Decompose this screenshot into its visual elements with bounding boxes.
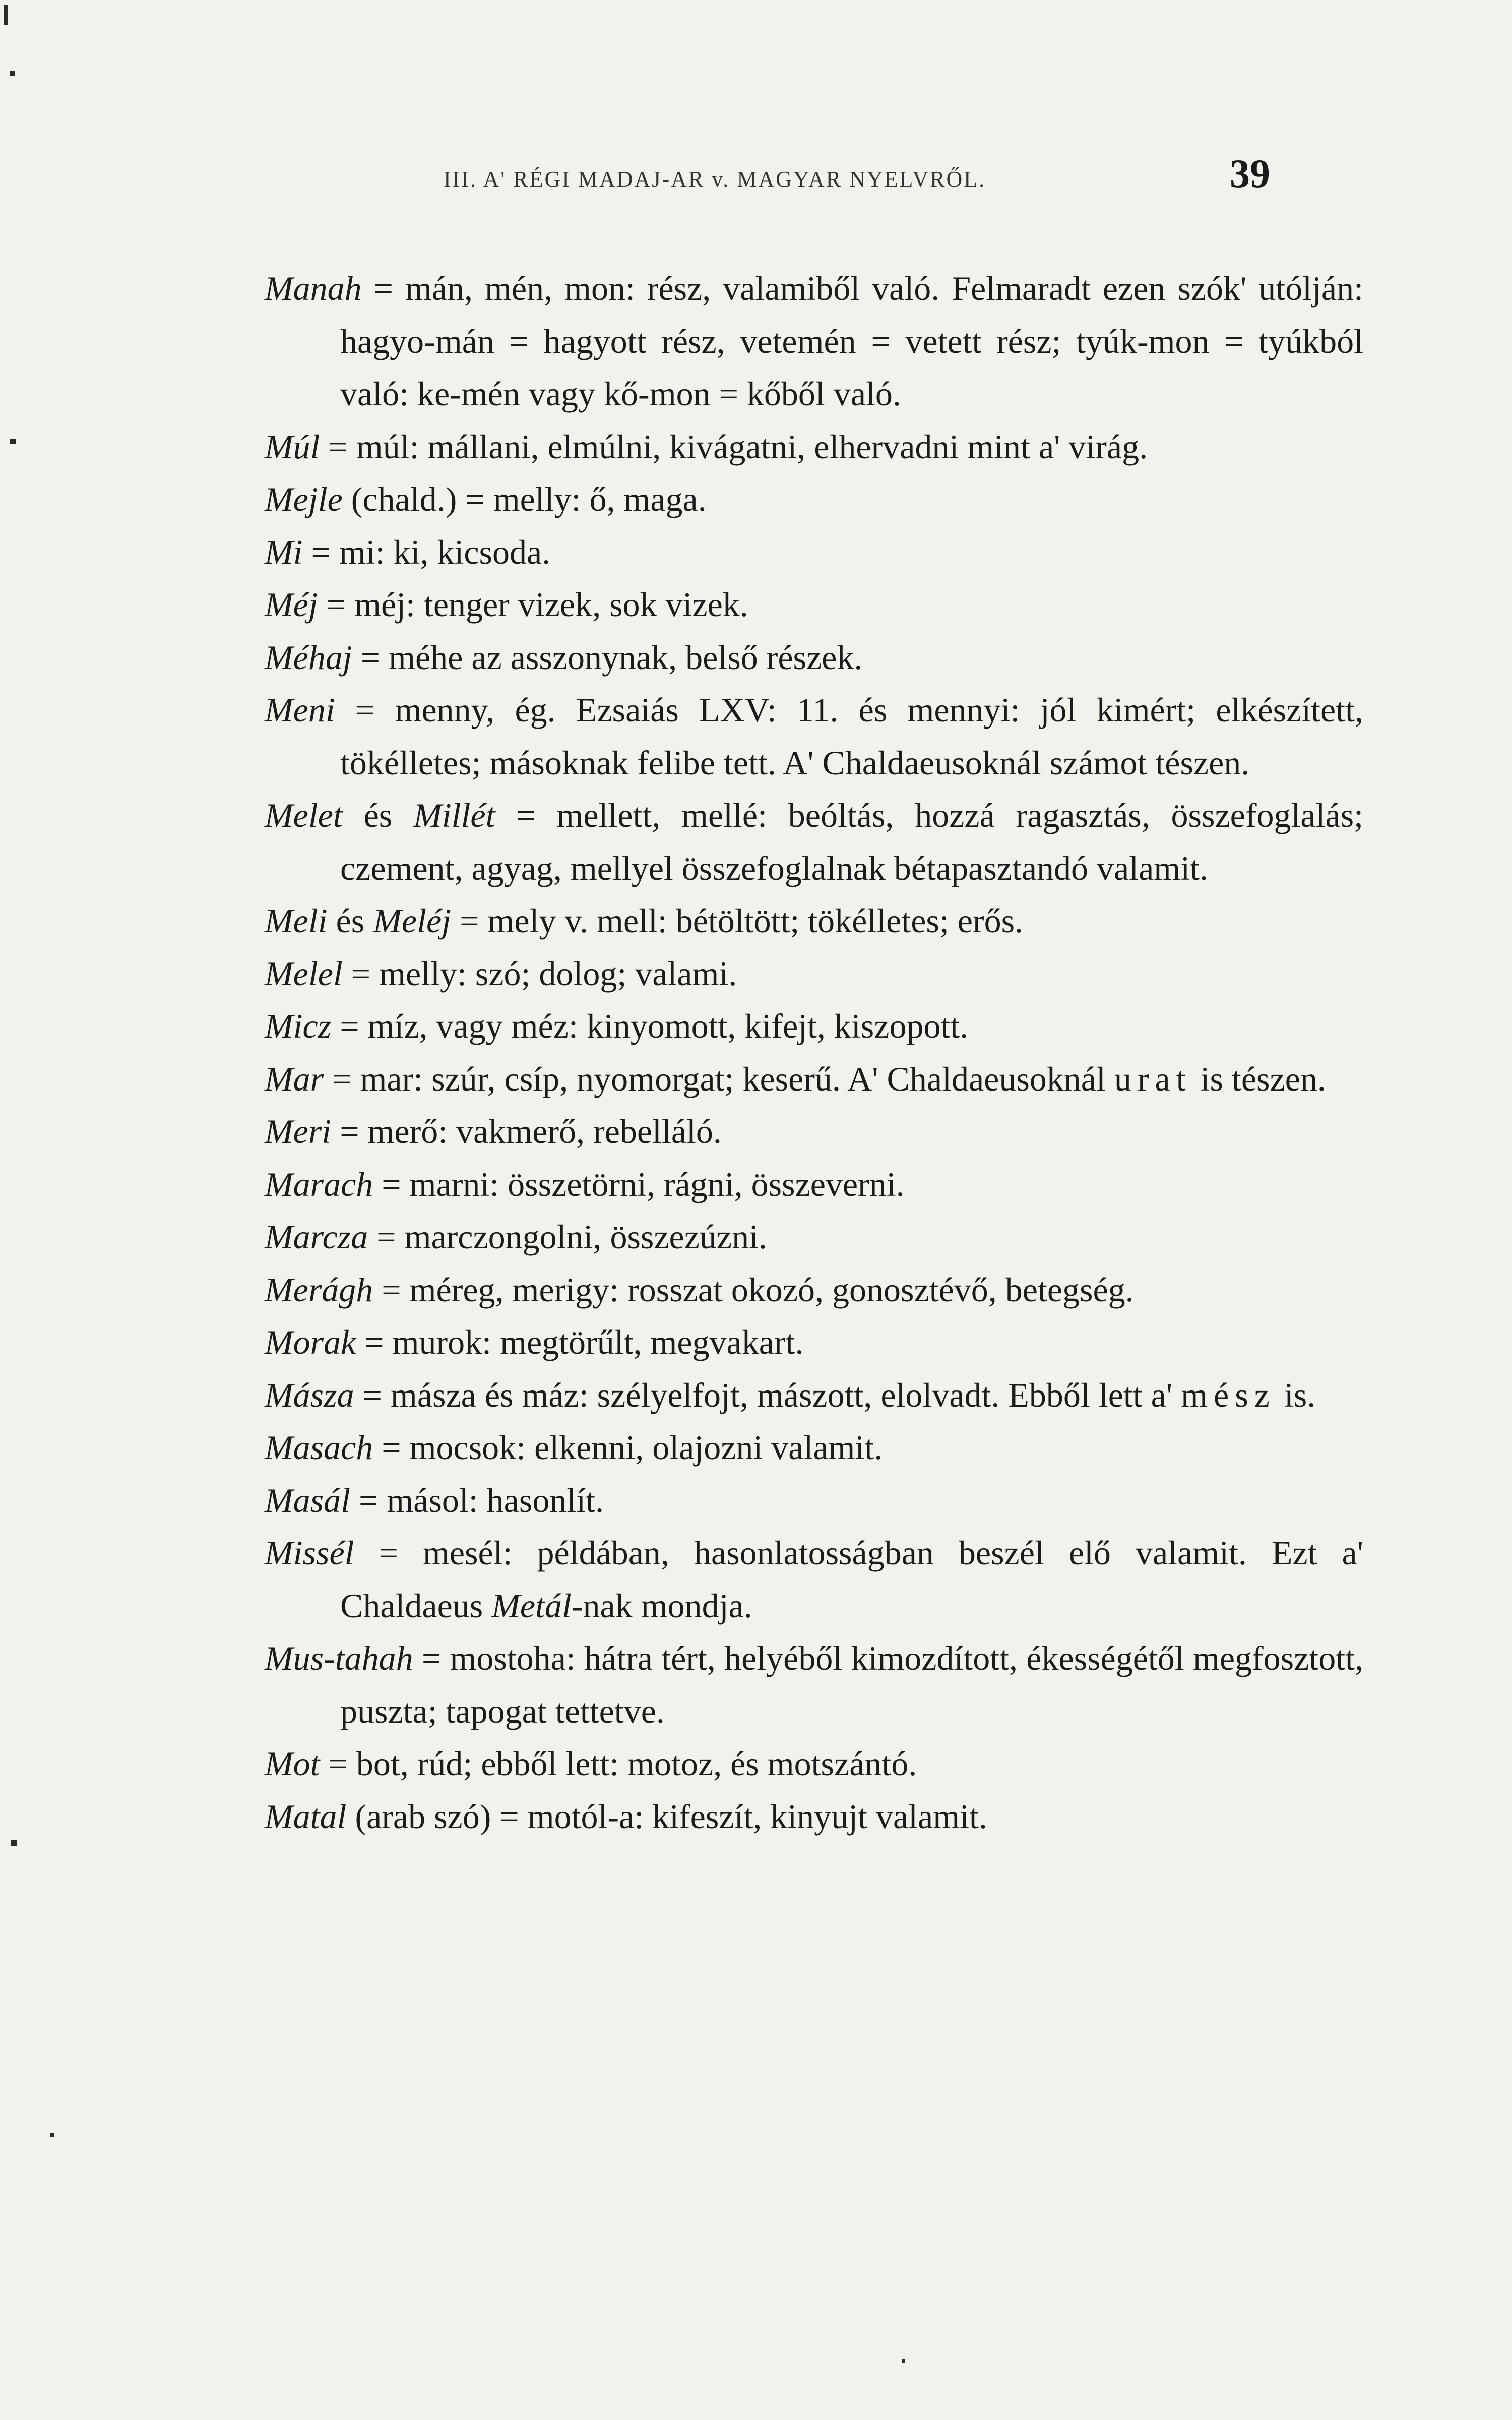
entry <box>265 420 1363 473</box>
margin-speck <box>902 2360 905 2363</box>
definition: = menny, ég. Ezsaiás LXV: 11. és mennyi: jól kimért; elkészített, tökélletes; másoknak felibe tett. A' Chaldaeusoknál számot tészen. <box>335 691 1363 782</box>
definition-end: is. <box>1275 1375 1316 1414</box>
entry <box>265 1053 1363 1106</box>
definition: = méj: tenger vizek, sok vizek. <box>318 585 748 624</box>
headword: Missél <box>265 1534 354 1572</box>
definition: = míz, vagy méz: kinyomott, kifejt, kiszopott. <box>331 1007 969 1045</box>
margin-speck <box>11 1840 17 1846</box>
headword-variant: Millét <box>413 796 495 834</box>
definition-end: -nak mondja. <box>571 1586 752 1625</box>
definition: = másza és máz: szélyelfojt, mászott, elolvadt. Ebből lett a' <box>354 1375 1181 1414</box>
definition: = merő: vakmerő, rebelláló. <box>331 1112 722 1151</box>
entry <box>265 1105 1363 1158</box>
entry <box>265 1158 1363 1211</box>
headword: Mejle <box>265 480 343 518</box>
entry <box>265 473 1363 526</box>
headword: Merágh <box>265 1270 373 1309</box>
definition: = mellett, mellé: beóltás, hozzá ragasztás, összefoglalás; czement, agyag, mellyel összefoglalnak bétapasztandó valamit. <box>340 796 1363 887</box>
entry <box>265 1000 1363 1053</box>
definition: = melly: szó; dolog; valami. <box>342 954 737 993</box>
definition: = méhe az asszonynak, belső részek. <box>352 638 863 677</box>
definition: (arab szó) = motól-a: kifeszít, kinyujt valamit. <box>346 1797 987 1836</box>
definition: = mostoha: hátra tért, helyéből kimozdított, ékességétől megfosztott, puszta; tapogat tettetve. <box>340 1639 1363 1730</box>
definition: = mocsok: elkenni, olajozni valamit. <box>373 1428 883 1467</box>
headword: Matal <box>265 1797 347 1836</box>
headword: Melet <box>265 796 343 834</box>
definition: = mán, mén, mon: rész, valamiből való. Felmaradt ezen szók' utólján: hagyo-mán = hagyott rész, vetemén = vetett rész; tyúk-mon = tyúkból való: ke-mén vagy kő-mon = kőből való. <box>340 269 1363 413</box>
headword: Meri <box>265 1112 332 1151</box>
entry <box>265 1790 1363 1843</box>
definition: = múl: mállani, elmúlni, kivágatni, elhervadni mint a' virág. <box>320 427 1148 466</box>
headword: Mot <box>265 1744 320 1783</box>
headword: Marach <box>265 1165 373 1203</box>
entry <box>265 1421 1363 1474</box>
headword: Másza <box>265 1375 354 1414</box>
definition: = marni: összetörni, rágni, összeverni. <box>373 1165 905 1203</box>
entry <box>265 526 1363 579</box>
entry <box>265 1263 1363 1316</box>
definition: = másol: hasonlít. <box>350 1481 604 1520</box>
headword: Méj <box>265 585 318 624</box>
headword: Meni <box>265 691 335 729</box>
entry <box>265 631 1363 684</box>
headword: Melel <box>265 954 343 993</box>
entry <box>265 1527 1363 1632</box>
entry <box>265 1211 1363 1263</box>
headword: Mus-tahah <box>265 1639 413 1677</box>
entry <box>265 894 1363 947</box>
headword: Meli <box>265 901 328 940</box>
entry <box>265 1316 1363 1369</box>
definition: = mely v. mell: bétöltött; tökélletes; erős. <box>451 901 1024 940</box>
headword: Masál <box>265 1481 350 1520</box>
definition: (chald.) = melly: ő, maga. <box>342 480 707 518</box>
spaced-word: mész <box>1181 1375 1276 1414</box>
headword: Méhaj <box>265 638 352 677</box>
running-header: III. A' RÉGI MADAJ-AR v. MAGYAR NYELVRŐL. <box>444 167 986 192</box>
definition: = mar: szúr, csíp, nyomorgat; keserű. A' Chaldaeusoknál <box>324 1059 1114 1098</box>
margin-speck <box>10 71 15 76</box>
definition: = bot, rúd; ebből lett: motoz, és motszántó. <box>320 1744 917 1783</box>
definition: = mesél: példában, hasonlatosságban beszél elő valamit. Ezt a' Chaldaeus <box>340 1534 1363 1625</box>
entry <box>265 1737 1363 1790</box>
cited-term: Metál <box>491 1586 572 1625</box>
definition: = marczongolni, összezúzni. <box>368 1218 767 1256</box>
headword: Manah <box>265 269 362 308</box>
headword-variant: Meléj <box>373 901 452 940</box>
entry <box>265 789 1363 894</box>
entry <box>265 1369 1363 1422</box>
entry <box>265 1632 1363 1737</box>
headword: Morak <box>265 1323 356 1361</box>
headword: Masach <box>265 1428 373 1467</box>
definition-end: is tészen. <box>1191 1059 1326 1098</box>
margin-speck <box>50 2133 54 2137</box>
conjunction: és <box>327 901 373 940</box>
page-number: 39 <box>1230 152 1270 196</box>
definition: = murok: megtörűlt, megvakart. <box>356 1323 804 1361</box>
entry <box>265 947 1363 1000</box>
margin-speck <box>10 439 16 444</box>
headword: Marcza <box>265 1218 368 1256</box>
headword: Micz <box>265 1007 332 1045</box>
definition: = méreg, merigy: rosszat okozó, gonosztévő, betegség. <box>373 1270 1134 1309</box>
headword: Múl <box>265 427 320 466</box>
dictionary-entries <box>265 262 1363 1843</box>
entry <box>265 684 1363 789</box>
margin-speck <box>4 5 8 25</box>
spaced-word: urat <box>1114 1059 1192 1098</box>
entry <box>265 262 1363 420</box>
entry <box>265 1474 1363 1527</box>
entry <box>265 578 1363 631</box>
conjunction: és <box>342 796 414 834</box>
definition: = mi: ki, kicsoda. <box>302 532 551 571</box>
headword: Mar <box>265 1059 324 1098</box>
headword: Mi <box>265 532 303 571</box>
